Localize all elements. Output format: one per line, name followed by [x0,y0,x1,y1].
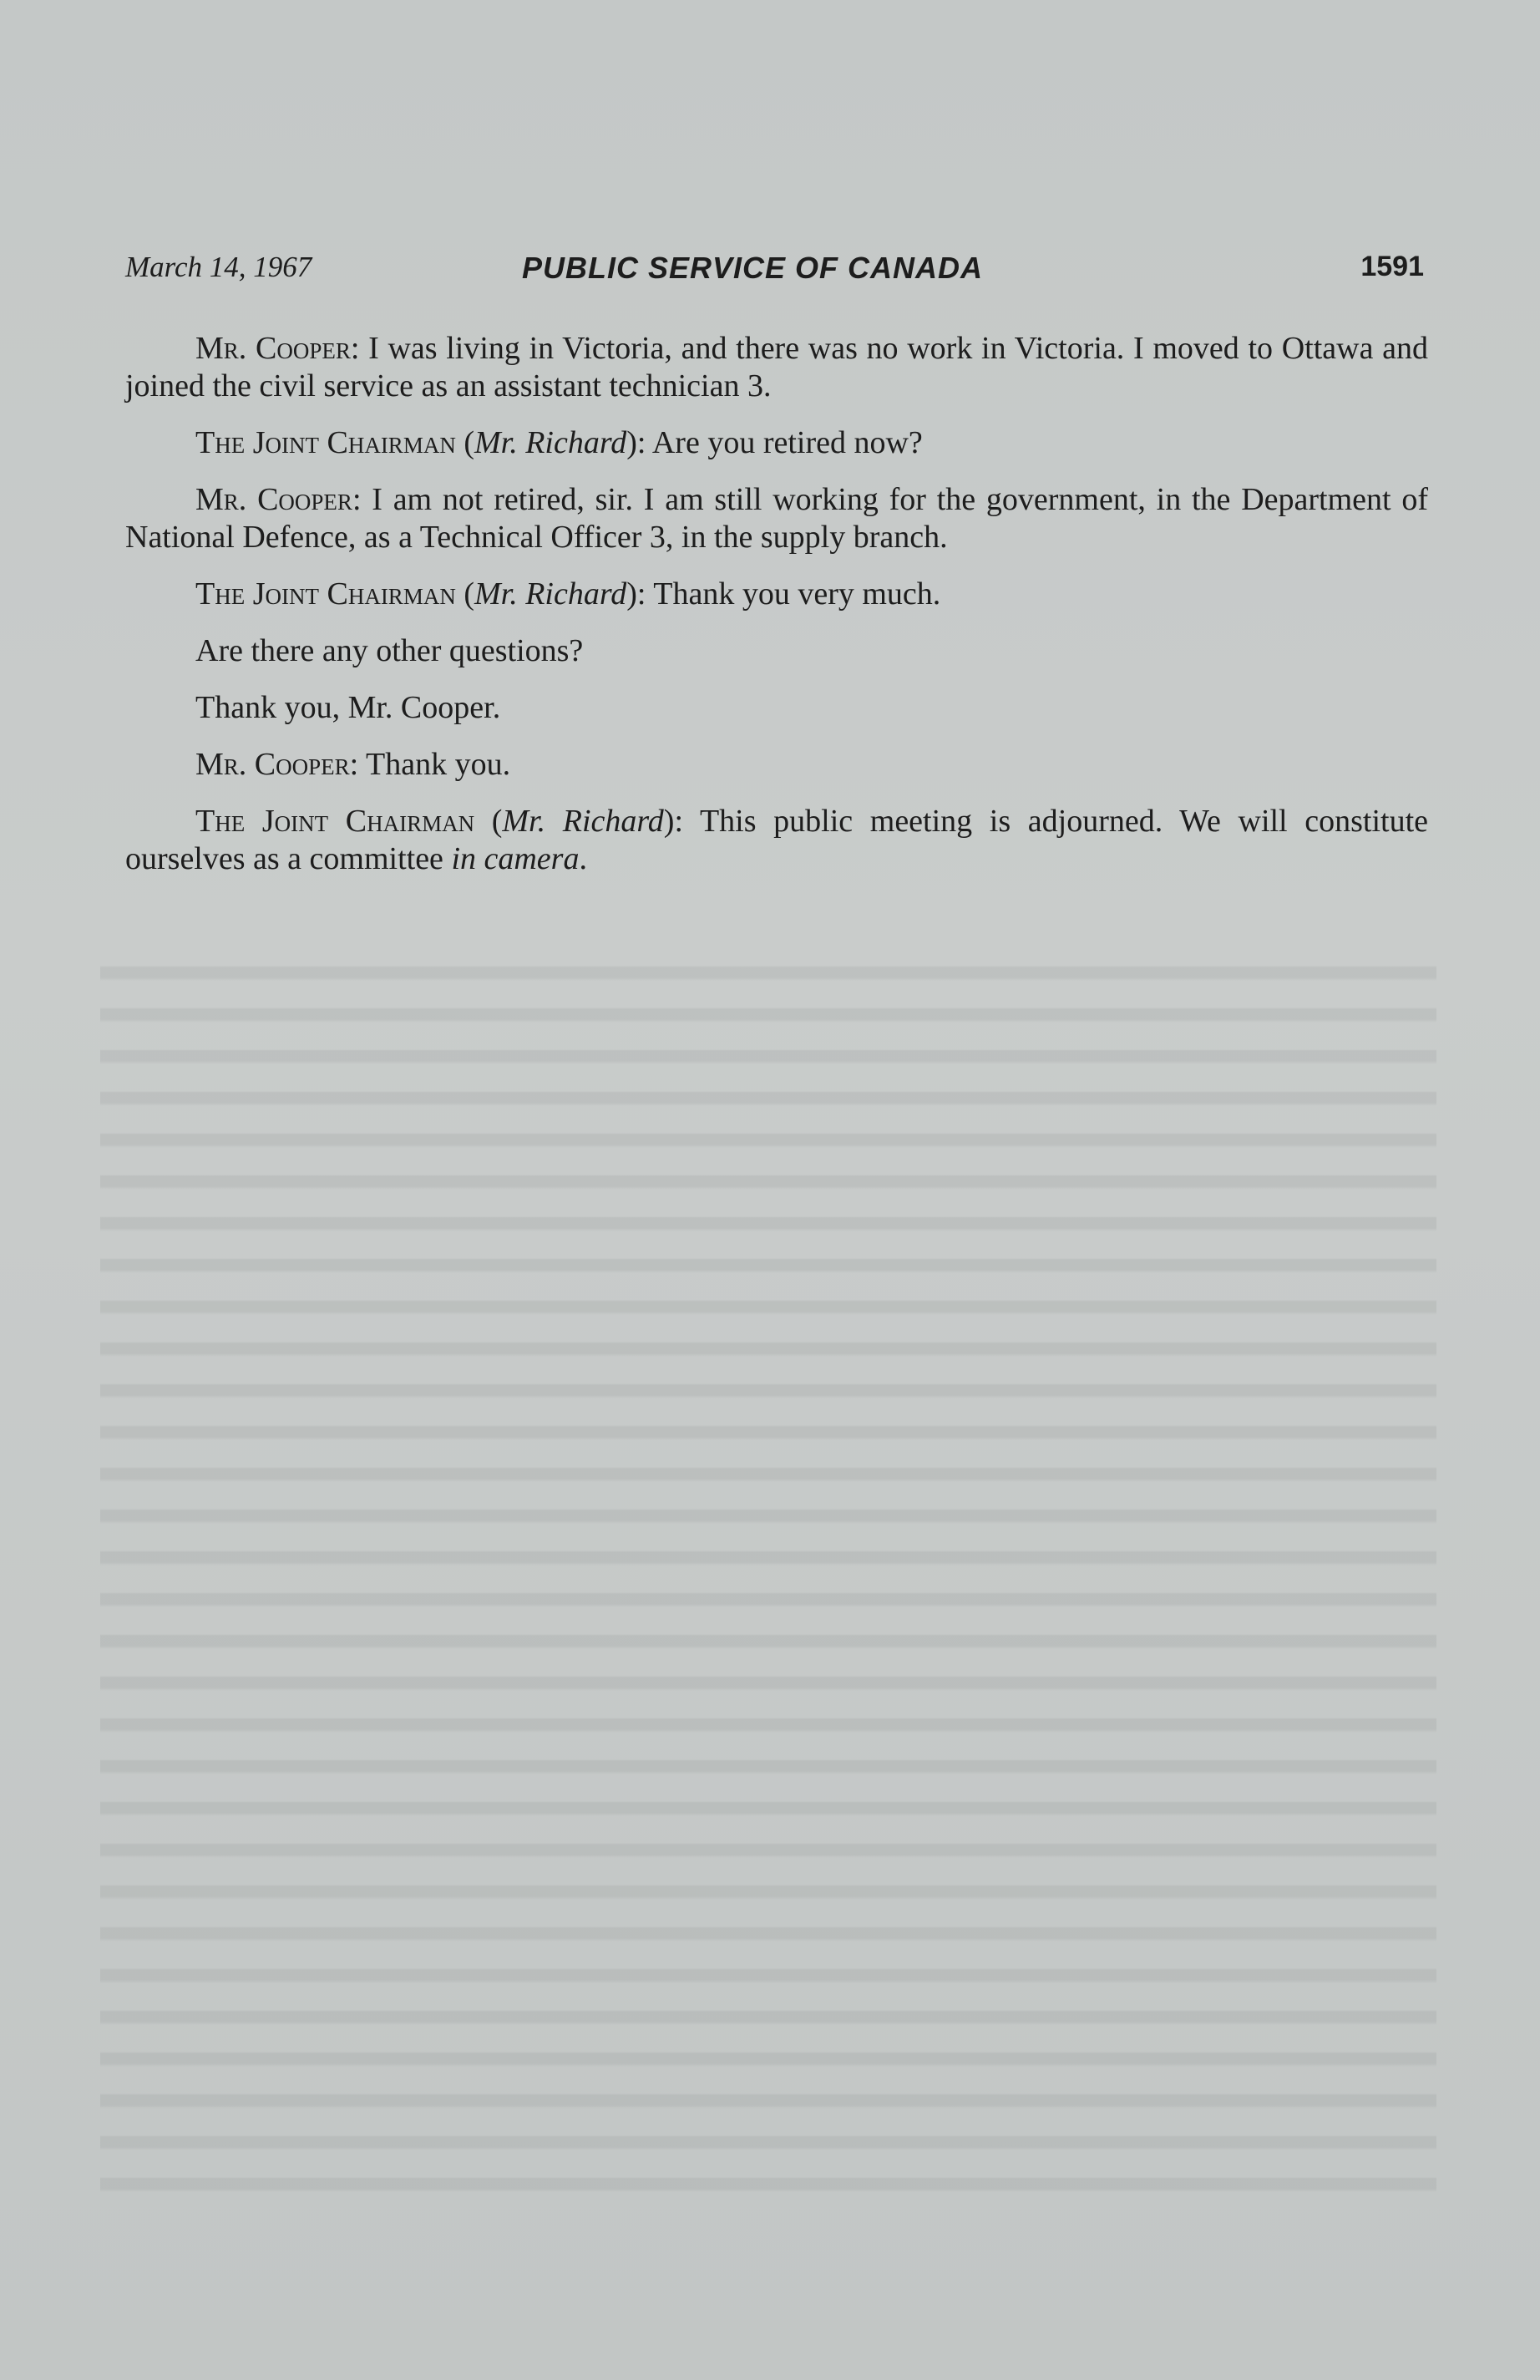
transcript-body [125,330,1428,897]
paragraph-tail: . [579,841,587,876]
transcript-paragraph [125,481,1428,556]
speaker-suffix: Mr. Richard [474,425,627,460]
transcript-paragraph: The Joint Chairman (Mr. Richard): Thank you very much. [195,576,941,611]
transcript-paragraph [125,330,1428,405]
speaker-separator: : [674,804,700,839]
transcript-paragraph [125,632,1428,670]
speaker-name: The Joint Chairman [195,576,456,611]
page-number: 1591 [1360,251,1424,282]
speaker-separator: : [349,747,367,782]
paragraph-text: Are you retired now? [651,425,923,460]
speaker-name: The Joint Chairman [195,425,456,460]
transcript-paragraph: The Joint Chairman (Mr. Richard): Are you retired now? [195,425,923,460]
show-through-texture [100,944,1436,2197]
speaker-name: The Joint Chairman [195,804,475,839]
speaker-name: Mr. Cooper [195,482,352,517]
paragraph-text: This public meeting is adjourned. We will constitute ourselves as a committee [125,804,1429,876]
speaker-separator: : [636,425,652,460]
paragraph-emphasis: in camera [451,841,580,876]
speaker-name: Mr. Cooper [195,331,351,366]
speaker-separator: : [350,331,369,366]
speaker-suffix: Mr. Richard [502,804,664,839]
header-date: March 14, 1967 [125,251,312,283]
speaker-separator: : [636,576,654,611]
speaker-separator: : [352,482,372,517]
paragraph-text: I am not retired, sir. I am still working for the government, in the Department of National Defence, as a Technical Officer 3, in the supply branch. [125,482,1428,555]
running-header [125,251,1424,292]
transcript-paragraph: The Joint Chairman (Mr. Richard): This public meeting is adjourned. We will constitute ourselves as a committee in camera. [125,804,1429,876]
speaker-name: Mr. Cooper [195,747,350,782]
paragraph-text: Thank you, Mr. Cooper. [195,690,501,725]
transcript-paragraph [125,689,1428,727]
speaker-suffix: Mr. Richard [474,576,627,611]
paragraph-text: Thank you very much. [653,576,941,611]
paragraph-text: Are there any other questions? [195,633,584,668]
transcript-paragraph [125,746,1428,784]
paragraph-text: I was living in Victoria, and there was no work in Victoria. I moved to Ottawa and joined the civil service as an assistant technician 3. [125,331,1428,403]
header-title: PUBLIC SERVICE OF CANADA [522,251,984,285]
paragraph-text: Thank you. [366,747,511,782]
